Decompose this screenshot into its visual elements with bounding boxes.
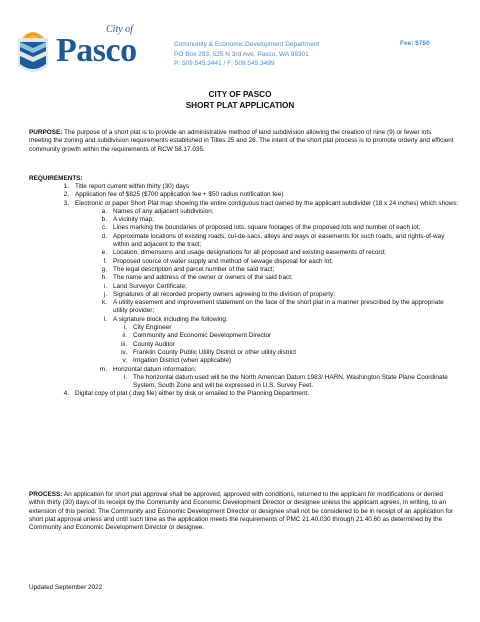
requirement-sub-item xyxy=(29,224,459,232)
list-item-number: b. xyxy=(101,216,107,224)
list-item-number: v. xyxy=(122,357,127,365)
list-item-number: i. xyxy=(103,282,107,290)
list-item-text: Electronic or paper Short Plat map showing the entire contiguous tract owned by the applicant subdivider (18 x 24 inches) which shows: xyxy=(75,199,459,207)
list-item-number: k. xyxy=(102,299,107,307)
list-item-number: a. xyxy=(101,207,107,215)
list-item-number: m. xyxy=(99,365,107,373)
process-text: An application for short plat approval shall be approved, approved with conditions, returned to the applicant for modifications or denied within thirty (30) days of its receipt by the Community and Economic Development Director or designee unless the applicant agrees, in writing, to an extension of this period. The Community and Economic Development Director or designee shall not be considered to be in receipt of an application for short plat approval unless and until such time as the application meets the requirements of PMC 21.40.030 through 21.40.60 as determined by the Community and Economic Development Director or designee. xyxy=(29,491,454,532)
signature-block-item xyxy=(29,332,459,340)
list-item-number: i. xyxy=(123,373,127,381)
list-item-text: Title report current within thirty (30) days xyxy=(75,183,190,190)
requirement-sub-item xyxy=(29,266,459,274)
list-item-number: j. xyxy=(103,290,107,298)
requirements-heading: REQUIREMENTS: xyxy=(29,175,83,182)
list-item-text: A utility easement and improvement statement on the face of the short plat in a manner prescribed by the appropriate utility provider; xyxy=(113,299,444,315)
requirement-item xyxy=(29,200,459,208)
requirement-sub-item xyxy=(29,233,459,250)
list-item-number: 4. xyxy=(63,390,69,398)
list-item-number: e. xyxy=(101,249,107,257)
department-address-block xyxy=(174,40,319,69)
department-address: PO Box 293, 525 N 3rd Ave, Pasco, WA 99301 xyxy=(174,50,309,58)
list-item-number: ii. xyxy=(122,332,127,340)
purpose-label: PURPOSE: xyxy=(29,129,63,136)
title-line-2: SHORT PLAT APPLICATION xyxy=(185,101,295,110)
requirement-item xyxy=(29,183,459,191)
list-item-text: A signature block including the following: xyxy=(113,315,228,323)
list-item-number: iii. xyxy=(120,340,127,348)
list-item-text: Irrigation District (when applicable) xyxy=(133,357,232,365)
list-item-number: d. xyxy=(101,232,107,240)
purpose-text: The purpose of a short plat is to provide an administrative method of land subdivision allowing the creation of nine (9) or fewer lots meeting the zoning and subdivision requirements established in Titles 25 and 26. The intent of the short plat process is to promote orderly and efficient community growth within the requirements of RCW 58.17.035. xyxy=(29,129,454,153)
list-item-text: The horizontal datum used will be the North American Datum 1983/ HARN, Washington State Plane Coordinate System, South Zone and will be expressed in U.S. Survey Feet. xyxy=(133,373,448,390)
requirement-item xyxy=(29,191,459,199)
list-item-number: l. xyxy=(103,315,107,323)
requirement-sub-item xyxy=(29,216,459,224)
requirement-sub-item xyxy=(29,291,459,299)
list-item-text: Names of any adjacent subdivision; xyxy=(113,207,214,215)
requirement-sub-item xyxy=(29,208,459,216)
list-item-number: f. xyxy=(103,257,107,265)
process-paragraph xyxy=(29,491,455,532)
list-item-text: A vicinity map; xyxy=(113,216,154,224)
logo-city-of-text: City of xyxy=(106,24,133,35)
requirement-sub-item xyxy=(29,366,459,374)
list-item-text: Lines marking the boundaries of proposed lots, square footages of the proposed lots and number of each lot; xyxy=(113,224,421,232)
list-item-text: Digital copy of plat (.dwg file) either by disk or emailed to the Planning Department. xyxy=(75,390,310,398)
city-of-pasco-logo xyxy=(14,26,164,78)
list-item-text: Location, dimensions and usage designations for all proposed and existing easements of record; xyxy=(113,249,386,257)
list-item-number: 1. xyxy=(63,183,69,190)
requirement-sub-item xyxy=(29,258,459,266)
list-item-text: County Auditor xyxy=(133,340,175,348)
process-label: PROCESS: xyxy=(29,491,63,498)
list-item-number: i. xyxy=(123,324,127,332)
list-item-text: The legal description and parcel number of the said tract; xyxy=(113,265,275,273)
purpose-paragraph xyxy=(29,129,455,154)
list-item-text: Horizontal datum information: xyxy=(113,365,197,373)
requirement-item xyxy=(29,390,459,398)
list-item-number: c. xyxy=(102,224,107,232)
list-item-text: City Engineer xyxy=(133,324,172,332)
requirement-sub-item xyxy=(29,316,459,324)
requirement-sub-item xyxy=(29,299,459,316)
list-item-text: Approximate locations of existing roads, cul-de-sacs, alleys and ways or easements for such roads, and rights-of-way within and adjacent to the tract; xyxy=(113,232,445,249)
requirement-sub-item xyxy=(29,283,459,291)
signature-block-item xyxy=(29,341,459,349)
title-line-1: CITY OF PASCO xyxy=(208,90,272,99)
requirement-sub-item xyxy=(29,249,459,257)
department-phone: P: 509.545.3441 / F: 509.545.3499 xyxy=(174,60,275,68)
datum-detail-item xyxy=(29,374,459,391)
document-title xyxy=(0,89,480,111)
list-item-text: Proposed source of water supply and method of sewage disposal for each lot; xyxy=(113,257,333,265)
list-item-text: Franklin County Public Utility District or other utility district xyxy=(133,348,297,356)
updated-date: Updated September 2022 xyxy=(29,584,103,591)
list-item-number: 2. xyxy=(63,191,69,199)
list-item-number: g. xyxy=(101,265,107,273)
logo-pasco-text: Pasco xyxy=(56,32,137,69)
list-item-text: Community and Economic Development Director xyxy=(133,332,272,340)
department-name: Community & Economic Development Department xyxy=(174,41,320,48)
list-item-text: Signatures of all recorded property owners agreeing to the division of property; xyxy=(113,290,336,298)
list-item-text: Application fee of $825 ($700 application fee + $50 radius notification fee) xyxy=(75,191,284,199)
requirement-sub-item xyxy=(29,274,459,282)
signature-block-item xyxy=(29,324,459,332)
list-item-text: Land Surveyor Certificate; xyxy=(113,282,187,290)
signature-block-item xyxy=(29,349,459,357)
list-item-number: 3. xyxy=(63,199,69,207)
signature-block-item xyxy=(29,357,459,365)
list-item-number: iv. xyxy=(121,348,127,356)
list-item-text: The name and address of the owner or owners of the said tract; xyxy=(113,274,293,282)
list-item-number: h. xyxy=(101,274,107,282)
fee-label: Fee: $750 xyxy=(400,40,430,47)
requirements-list xyxy=(29,183,459,399)
